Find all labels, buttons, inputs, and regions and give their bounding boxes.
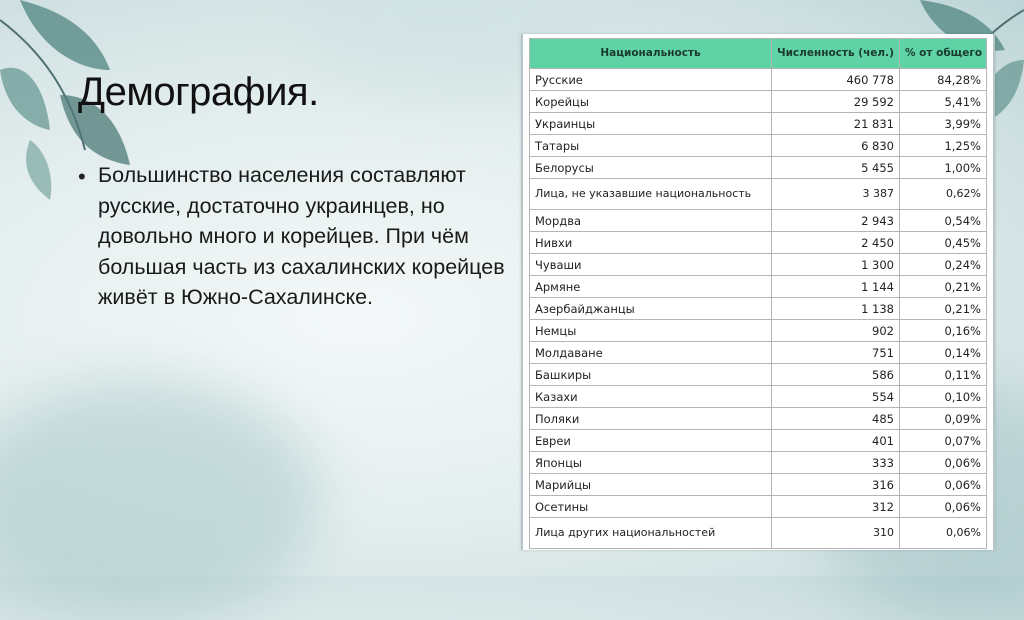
table-row bbox=[530, 386, 987, 408]
table-row bbox=[530, 91, 987, 113]
cell-percent: 0,06% bbox=[900, 474, 987, 496]
cell-nationality: Корейцы bbox=[530, 91, 772, 113]
table-row bbox=[530, 320, 987, 342]
cell-count: 6 830 bbox=[772, 135, 900, 157]
table-row bbox=[530, 135, 987, 157]
cell-count: 460 778 bbox=[772, 69, 900, 91]
cell-percent: 0,10% bbox=[900, 386, 987, 408]
cell-percent: 0,16% bbox=[900, 320, 987, 342]
cell-nationality: Немцы bbox=[530, 320, 772, 342]
header-nationality: Национальность bbox=[530, 39, 772, 69]
cell-count: 312 bbox=[772, 496, 900, 518]
cell-nationality: Казахи bbox=[530, 386, 772, 408]
cell-nationality: Башкиры bbox=[530, 364, 772, 386]
cell-count: 2 450 bbox=[772, 232, 900, 254]
table-row bbox=[530, 179, 987, 210]
cell-nationality: Евреи bbox=[530, 430, 772, 452]
table-row bbox=[530, 430, 987, 452]
cell-percent: 0,62% bbox=[900, 179, 987, 210]
cell-percent: 0,21% bbox=[900, 276, 987, 298]
cell-percent: 0,06% bbox=[900, 452, 987, 474]
cell-nationality: Татары bbox=[530, 135, 772, 157]
table-row bbox=[530, 496, 987, 518]
table-row bbox=[530, 298, 987, 320]
cell-nationality: Азербайджанцы bbox=[530, 298, 772, 320]
table-row bbox=[530, 157, 987, 179]
bullet-marker: • bbox=[78, 164, 86, 189]
cell-count: 554 bbox=[772, 386, 900, 408]
nationality-table-frame bbox=[521, 34, 995, 550]
cell-count: 751 bbox=[772, 342, 900, 364]
cell-percent: 1,00% bbox=[900, 157, 987, 179]
cell-count: 902 bbox=[772, 320, 900, 342]
cell-percent: 0,45% bbox=[900, 232, 987, 254]
cell-percent: 0,06% bbox=[900, 496, 987, 518]
cell-count: 485 bbox=[772, 408, 900, 430]
bullet-list bbox=[78, 160, 518, 313]
cell-count: 401 bbox=[772, 430, 900, 452]
table-row bbox=[530, 210, 987, 232]
cell-percent: 84,28% bbox=[900, 69, 987, 91]
cell-nationality: Белорусы bbox=[530, 157, 772, 179]
cell-count: 333 bbox=[772, 452, 900, 474]
nationality-table bbox=[529, 38, 987, 549]
cell-percent: 0,06% bbox=[900, 518, 987, 549]
table-row bbox=[530, 254, 987, 276]
cell-percent: 0,14% bbox=[900, 342, 987, 364]
header-percent: % от общего bbox=[900, 39, 987, 69]
table-row bbox=[530, 474, 987, 496]
cell-count: 316 bbox=[772, 474, 900, 496]
cell-nationality: Чуваши bbox=[530, 254, 772, 276]
cell-count: 5 455 bbox=[772, 157, 900, 179]
cell-nationality: Марийцы bbox=[530, 474, 772, 496]
cell-count: 21 831 bbox=[772, 113, 900, 135]
cell-count: 1 300 bbox=[772, 254, 900, 276]
cell-percent: 5,41% bbox=[900, 91, 987, 113]
header-count: Численность (чел.) bbox=[772, 39, 900, 69]
cell-nationality: Лица других национальностей bbox=[530, 518, 772, 549]
cell-count: 1 138 bbox=[772, 298, 900, 320]
slide-title: Демография. bbox=[78, 70, 319, 114]
table-row bbox=[530, 113, 987, 135]
table-row bbox=[530, 276, 987, 298]
cell-nationality: Русские bbox=[530, 69, 772, 91]
cell-nationality: Японцы bbox=[530, 452, 772, 474]
cell-count: 2 943 bbox=[772, 210, 900, 232]
bullet-text: Большинство населения составляют русские, достаточно украинцев, но довольно много и корейцев. При чём большая часть из сахалинских корейцев живёт в Южно-Сахалинске. bbox=[98, 163, 505, 309]
cell-count: 3 387 bbox=[772, 179, 900, 210]
cell-percent: 3,99% bbox=[900, 113, 987, 135]
cell-count: 310 bbox=[772, 518, 900, 549]
cell-percent: 0,24% bbox=[900, 254, 987, 276]
cell-percent: 0,07% bbox=[900, 430, 987, 452]
table-row bbox=[530, 408, 987, 430]
cell-percent: 0,09% bbox=[900, 408, 987, 430]
table-row bbox=[530, 342, 987, 364]
table-row bbox=[530, 518, 987, 549]
cell-count: 586 bbox=[772, 364, 900, 386]
cell-nationality: Осетины bbox=[530, 496, 772, 518]
table-row bbox=[530, 232, 987, 254]
cell-nationality: Молдаване bbox=[530, 342, 772, 364]
cell-percent: 1,25% bbox=[900, 135, 987, 157]
cell-count: 1 144 bbox=[772, 276, 900, 298]
cell-nationality: Поляки bbox=[530, 408, 772, 430]
cell-nationality: Мордва bbox=[530, 210, 772, 232]
table-row bbox=[530, 69, 987, 91]
cell-percent: 0,11% bbox=[900, 364, 987, 386]
table-row bbox=[530, 364, 987, 386]
table-row bbox=[530, 452, 987, 474]
table-header-row bbox=[530, 39, 987, 69]
cell-nationality: Нивхи bbox=[530, 232, 772, 254]
cell-nationality: Армяне bbox=[530, 276, 772, 298]
cell-nationality: Лица, не указавшие национальность bbox=[530, 179, 772, 210]
cell-percent: 0,21% bbox=[900, 298, 987, 320]
cell-count: 29 592 bbox=[772, 91, 900, 113]
cell-percent: 0,54% bbox=[900, 210, 987, 232]
cell-nationality: Украинцы bbox=[530, 113, 772, 135]
